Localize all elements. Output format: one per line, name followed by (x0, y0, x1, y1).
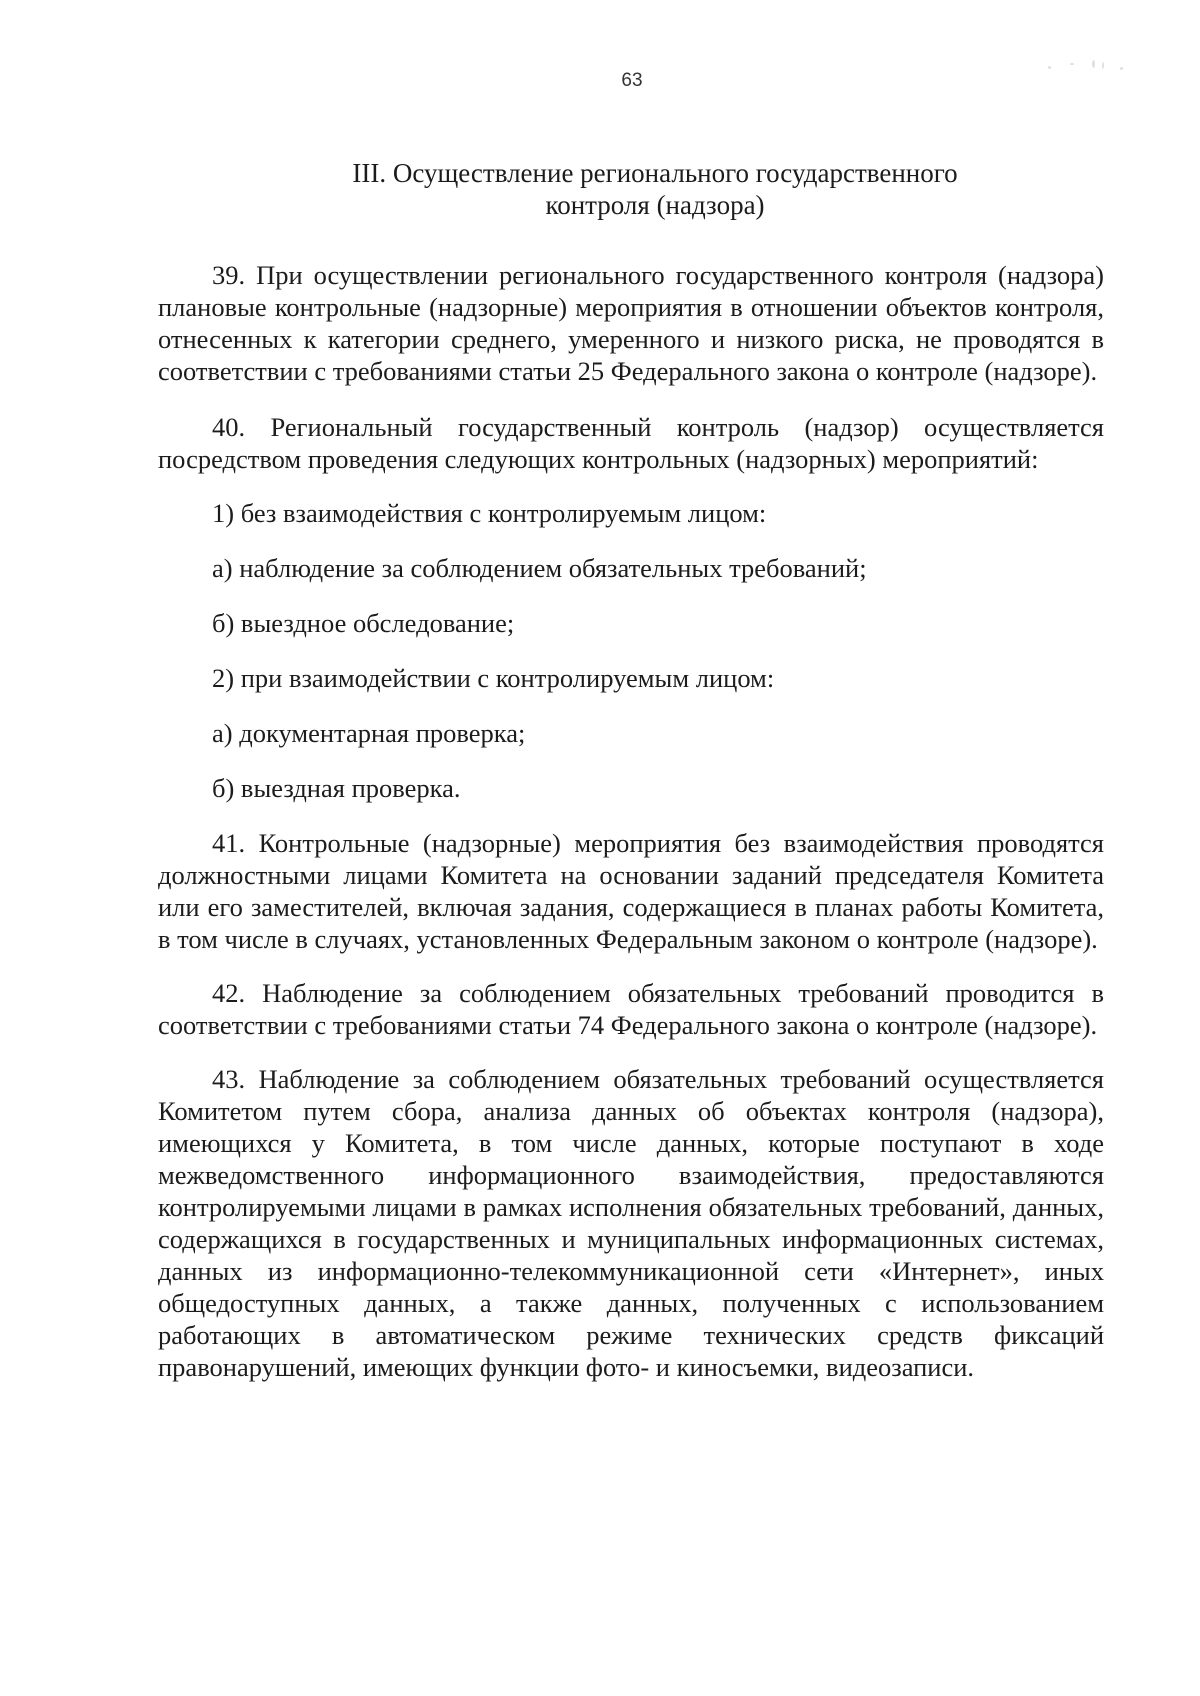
list-item-2: 2) при взаимодействии с контролируемым лицом: (212, 663, 775, 693)
paragraph-41: 41. Контрольные (надзорные) мероприятия без взаимодействия проводятся должностными лицами Комитета на основании заданий председателя Комитета или его заместителей, включая задания, содержащиеся в планах работы Комитета, в том числе в случаях, установленных Федеральным законом о контроле (надзоре). (158, 828, 1104, 954)
paragraph-42: 42. Наблюдение за соблюдением обязательных требований проводится в соответствии с требованиями статьи 74 Федерального закона о контроле (надзоре). (158, 978, 1104, 1040)
paragraph-43: 43. Наблюдение за соблюдением обязательных требований осуществляется Комитетом путем сбора, анализа данных об объектах контроля (надзора), имеющихся у Комитета, в том числе данных, которые поступают в ходе межведомственного информационного взаимодействия, предоставляются контролируемыми лицами в рамках исполнения обязательных требований, данных, содержащихся в государственных и муниципальных информационных системах, данных из информационно-телекоммуникационной сети «Интернет», иных общедоступных данных, а также данных, полученных с использованием работающих в автоматическом режиме технических средств фиксаций правонарушений, имеющих функции фото- и киносъемки, видеозаписи. (158, 1064, 1104, 1382)
document-body (158, 157, 1104, 1406)
list-item-2b: б) выездная проверка. (212, 773, 461, 803)
section-heading (158, 157, 1104, 221)
list-item-2a: а) документарная проверка; (212, 718, 526, 748)
section-heading-line-2: контроля (надзора) (545, 190, 765, 220)
paragraph-39: 39. При осуществлении регионального государственного контроля (надзора) плановые контрольные (надзорные) мероприятия в отношении объектов контроля, отнесенных к категории среднего, умеренного и низкого риска, не проводятся в соответствии с требованиями статьи 25 Федерального закона о контроле (надзоре). (158, 260, 1104, 386)
list-item-1b: б) выездное обследование; (212, 608, 515, 638)
scan-artifact (1040, 58, 1140, 76)
list-item-1a: а) наблюдение за соблюдением обязательных требований; (212, 553, 867, 583)
list-item-1: 1) без взаимодействия с контролируемым лицом: (212, 498, 767, 528)
section-heading-line-1: III. Осуществление регионального государственного (352, 158, 958, 188)
paragraph-40: 40. Региональный государственный контроль (надзор) осуществляется посредством проведения следующих контрольных (надзорных) мероприятий: (158, 412, 1104, 474)
page-number: 63 (621, 70, 643, 91)
